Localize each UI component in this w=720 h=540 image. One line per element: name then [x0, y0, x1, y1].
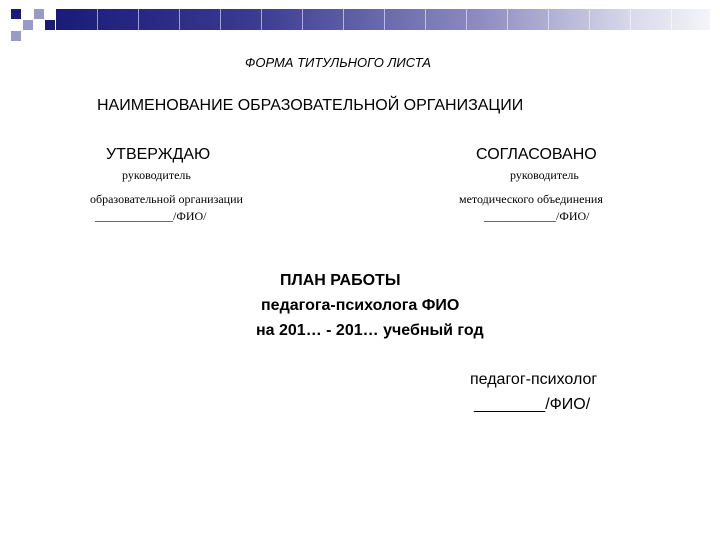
plan-subtitle: педагога-психолога ФИО: [261, 297, 460, 314]
decor-square: [23, 20, 33, 30]
plan-title: ПЛАН РАБОТЫ: [280, 272, 401, 289]
agreement-signature-line: ____________/ФИО/: [484, 209, 590, 223]
decor-square: [34, 9, 44, 19]
agreement-department: методического объединения: [459, 192, 603, 206]
approval-heading: УТВЕРЖДАЮ: [106, 146, 211, 163]
approval-signature-line: _____________/ФИО/: [95, 209, 207, 223]
organization-name: НАИМЕНОВАНИЕ ОБРАЗОВАТЕЛЬНОЙ ОРГАНИЗАЦИИ: [97, 97, 524, 114]
agreement-position: руководитель: [510, 168, 579, 182]
decor-square: [45, 20, 55, 30]
agreement-heading: СОГЛАСОВАНО: [476, 146, 597, 163]
form-title: ФОРМА ТИТУЛЬНОГО ЛИСТА: [245, 55, 431, 70]
decor-gradient-bar: [56, 9, 710, 30]
approval-organization: образовательной организации: [90, 192, 243, 206]
signature-role: педагог-психолог: [470, 371, 598, 388]
plan-year: на 201… - 201… учебный год: [256, 322, 484, 339]
header-decoration: [0, 0, 720, 40]
signature-line: ________/ФИО/: [474, 396, 591, 413]
decor-square: [11, 31, 21, 41]
decor-square: [11, 9, 21, 19]
approval-position: руководитель: [122, 168, 191, 182]
